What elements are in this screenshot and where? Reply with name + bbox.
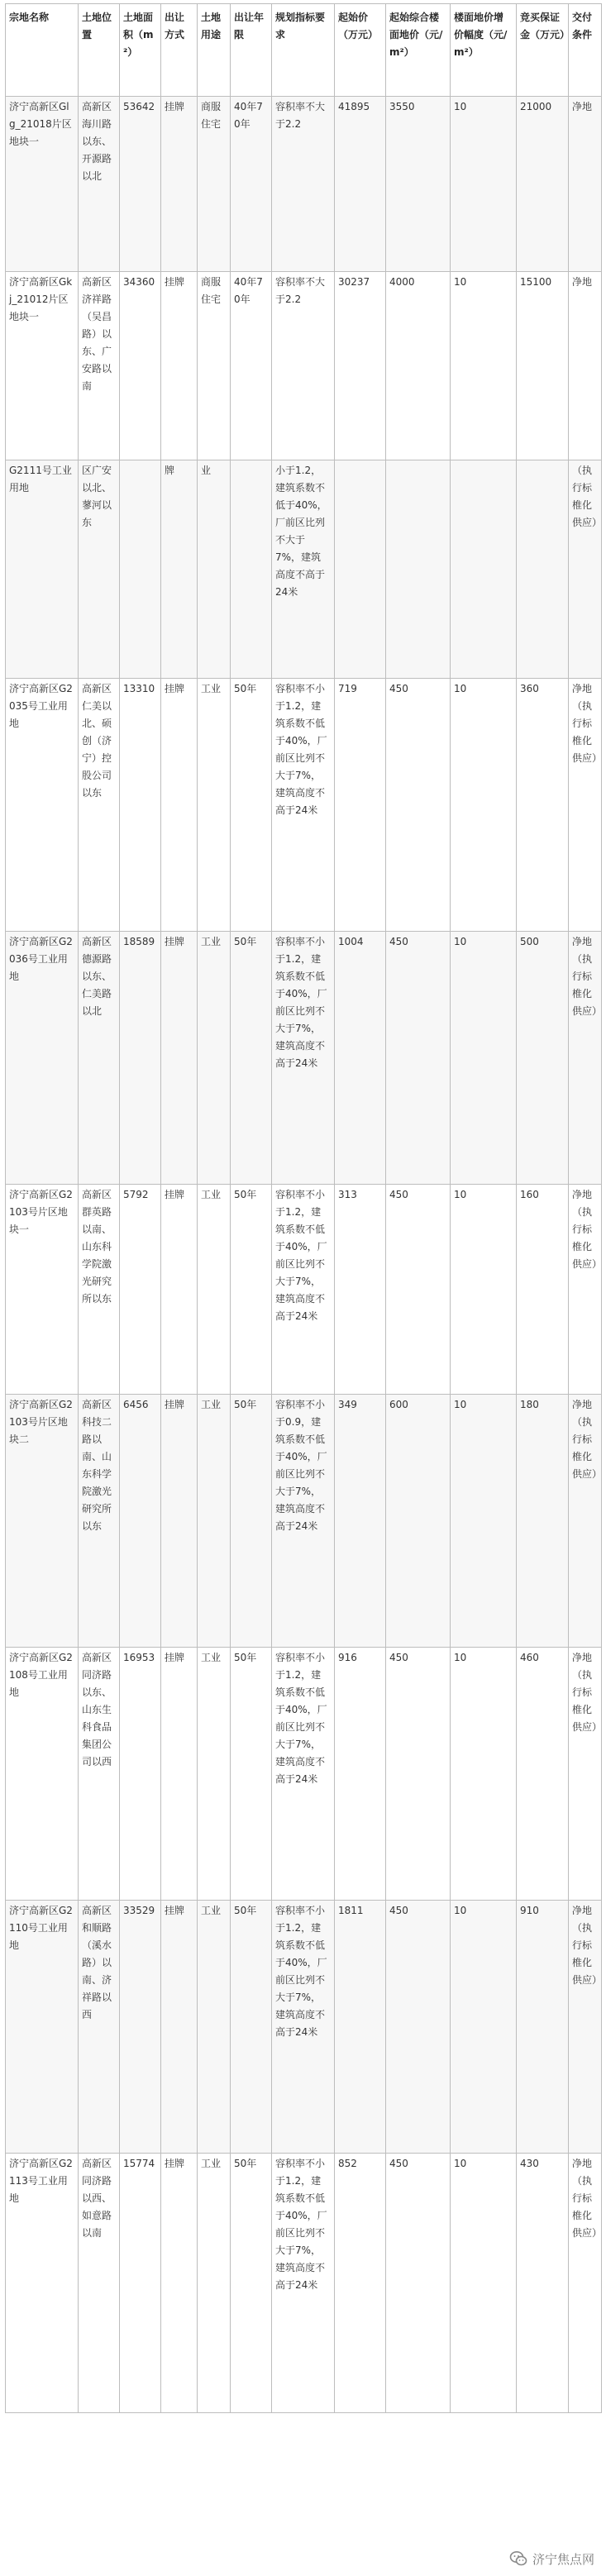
cell-name: 济宁高新区G2103号片区地块一 <box>6 1185 79 1395</box>
cell-plan: 容积率不大于2.2 <box>272 97 335 272</box>
cell-method: 挂牌 <box>161 97 198 272</box>
cell-location: 高新区和顺路（溪水路）以南、济祥路以西 <box>79 1901 120 2154</box>
column-header-area: 土地面积（m²） <box>120 4 161 97</box>
cell-price: 30237 <box>335 272 386 460</box>
cell-deposit: 15100 <box>517 272 569 460</box>
cell-name: 济宁高新区G2103号片区地块二 <box>6 1395 79 1648</box>
cell-location: 区广安以北、蓼河以东 <box>79 460 120 679</box>
cell-increment: 10 <box>451 1395 517 1648</box>
cell-method: 挂牌 <box>161 1185 198 1395</box>
cell-term <box>231 460 272 679</box>
cell-increment: 10 <box>451 272 517 460</box>
cell-method: 牌 <box>161 460 198 679</box>
cell-increment: 10 <box>451 2154 517 2413</box>
cell-location: 高新区济祥路（吴昌路）以东、广安路以南 <box>79 272 120 460</box>
cell-price: 719 <box>335 679 386 932</box>
cell-use: 商服住宅 <box>198 97 231 272</box>
cell-use: 工业 <box>198 1648 231 1901</box>
column-header-floor-price: 起始综合楼面地价（元/m²） <box>386 4 451 97</box>
table-row <box>6 460 602 679</box>
cell-use: 工业 <box>198 1185 231 1395</box>
cell-deposit: 160 <box>517 1185 569 1395</box>
cell-use: 工业 <box>198 2154 231 2413</box>
cell-method: 挂牌 <box>161 932 198 1185</box>
cell-area: 5792 <box>120 1185 161 1395</box>
column-header-plan: 规划指标要求 <box>272 4 335 97</box>
cell-price <box>335 460 386 679</box>
cell-plan: 容积率不大于2.2 <box>272 272 335 460</box>
cell-increment <box>451 460 517 679</box>
table-row <box>6 1648 602 1901</box>
cell-name: 济宁高新区Gkj_21012片区地块一 <box>6 272 79 460</box>
cell-location: 高新区仁美以北、硕创（济宁）控股公司以东 <box>79 679 120 932</box>
column-header-method: 出让方式 <box>161 4 198 97</box>
table-header-row <box>6 4 602 97</box>
cell-floor-price: 450 <box>386 1901 451 2154</box>
cell-increment: 10 <box>451 1648 517 1901</box>
cell-area: 13310 <box>120 679 161 932</box>
column-header-price: 起始价（万元） <box>335 4 386 97</box>
table-row <box>6 1185 602 1395</box>
cell-delivery: 净地 <box>569 272 602 460</box>
cell-term: 50年 <box>231 1901 272 2154</box>
table-row <box>6 272 602 460</box>
cell-floor-price: 450 <box>386 1185 451 1395</box>
cell-term: 50年 <box>231 679 272 932</box>
cell-price: 349 <box>335 1395 386 1648</box>
cell-use: 业 <box>198 460 231 679</box>
cell-increment: 10 <box>451 1185 517 1395</box>
column-header-deposit: 竞买保证金（万元） <box>517 4 569 97</box>
cell-method: 挂牌 <box>161 272 198 460</box>
cell-plan: 容积率不小于1.2，建筑系数不低于40%，厂前区比列不大于7%，建筑高度不高于24米 <box>272 1648 335 1901</box>
cell-use: 工业 <box>198 932 231 1185</box>
cell-area: 18589 <box>120 932 161 1185</box>
cell-deposit: 910 <box>517 1901 569 2154</box>
cell-price: 313 <box>335 1185 386 1395</box>
cell-delivery: 净地（执行标椎化供应） <box>569 1185 602 1395</box>
cell-area: 15774 <box>120 2154 161 2413</box>
cell-use: 工业 <box>198 1901 231 2154</box>
cell-method: 挂牌 <box>161 2154 198 2413</box>
cell-location: 高新区海川路以东、开源路以北 <box>79 97 120 272</box>
cell-use: 工业 <box>198 1395 231 1648</box>
table-row <box>6 1395 602 1648</box>
cell-price: 1811 <box>335 1901 386 2154</box>
cell-plan: 容积率不小于1.2，建筑系数不低于40%，厂前区比列不大于7%，建筑高度不高于24米 <box>272 2154 335 2413</box>
table-row <box>6 932 602 1185</box>
cell-price: 1004 <box>335 932 386 1185</box>
cell-delivery: 净地 <box>569 97 602 272</box>
cell-area: 53642 <box>120 97 161 272</box>
cell-floor-price: 450 <box>386 932 451 1185</box>
cell-term: 50年 <box>231 1395 272 1648</box>
cell-method: 挂牌 <box>161 1901 198 2154</box>
cell-name: 济宁高新区G2110号工业用地 <box>6 1901 79 2154</box>
column-header-delivery: 交付条件 <box>569 4 602 97</box>
cell-delivery: （执行标椎化供应） <box>569 460 602 679</box>
cell-plan: 容积率不小于0.9，建筑系数不低于40%，厂前区比列不大于7%，建筑高度不高于24米 <box>272 1395 335 1648</box>
cell-plan: 容积率不小于1.2，建筑系数不低于40%，厂前区比列不大于7%，建筑高度不高于24米 <box>272 1185 335 1395</box>
cell-area: 34360 <box>120 272 161 460</box>
cell-deposit: 500 <box>517 932 569 1185</box>
cell-deposit <box>517 460 569 679</box>
land-auction-table <box>5 3 602 2413</box>
cell-plan: 容积率不小于1.2，建筑系数不低于40%，厂前区比列不大于7%，建筑高度不高于24米 <box>272 932 335 1185</box>
cell-delivery: 净地（执行标椎化供应） <box>569 2154 602 2413</box>
cell-increment: 10 <box>451 679 517 932</box>
cell-name: G2111号工业用地 <box>6 460 79 679</box>
cell-location: 高新区同济路以西、如意路以南 <box>79 2154 120 2413</box>
cell-deposit: 430 <box>517 2154 569 2413</box>
cell-delivery: 净地（执行标椎化供应） <box>569 679 602 932</box>
cell-price: 916 <box>335 1648 386 1901</box>
cell-increment: 10 <box>451 932 517 1185</box>
cell-floor-price: 450 <box>386 2154 451 2413</box>
cell-name: 济宁高新区G2036号工业用地 <box>6 932 79 1185</box>
column-header-use: 土地用途 <box>198 4 231 97</box>
cell-term: 50年 <box>231 1648 272 1901</box>
cell-term: 40年70年 <box>231 97 272 272</box>
cell-term: 40年70年 <box>231 272 272 460</box>
cell-increment: 10 <box>451 97 517 272</box>
cell-location: 高新区科技二路以南、山东科学院激光研究所以东 <box>79 1395 120 1648</box>
cell-deposit: 460 <box>517 1648 569 1901</box>
cell-area: 16953 <box>120 1648 161 1901</box>
table-row <box>6 97 602 272</box>
table-row <box>6 1901 602 2154</box>
cell-plan: 容积率不小于1.2，建筑系数不低于40%，厂前区比列不大于7%，建筑高度不高于24米 <box>272 1901 335 2154</box>
cell-method: 挂牌 <box>161 1395 198 1648</box>
cell-area: 33529 <box>120 1901 161 2154</box>
cell-use: 工业 <box>198 679 231 932</box>
table-body <box>6 97 602 2413</box>
cell-delivery: 净地（执行标椎化供应） <box>569 1648 602 1901</box>
cell-floor-price: 4000 <box>386 272 451 460</box>
cell-name: 济宁高新区G2035号工业用地 <box>6 679 79 932</box>
cell-floor-price: 450 <box>386 1648 451 1901</box>
column-header-location: 土地位置 <box>79 4 120 97</box>
wechat-icon <box>509 2550 527 2568</box>
cell-floor-price: 600 <box>386 1395 451 1648</box>
cell-method: 挂牌 <box>161 679 198 932</box>
cell-delivery: 净地（执行标椎化供应） <box>569 1395 602 1648</box>
cell-price: 852 <box>335 2154 386 2413</box>
cell-name: 济宁高新区Glg_21018片区地块一 <box>6 97 79 272</box>
watermark-text: 济宁焦点网 <box>532 2551 594 2567</box>
cell-deposit: 21000 <box>517 97 569 272</box>
cell-floor-price <box>386 460 451 679</box>
cell-location: 高新区同济路以东、山东生科食品集团公司以西 <box>79 1648 120 1901</box>
cell-plan: 容积率不小于1.2，建筑系数不低于40%，厂前区比列不大于7%，建筑高度不高于24米 <box>272 679 335 932</box>
cell-area: 6456 <box>120 1395 161 1648</box>
cell-method: 挂牌 <box>161 1648 198 1901</box>
cell-term: 50年 <box>231 1185 272 1395</box>
cell-floor-price: 3550 <box>386 97 451 272</box>
cell-delivery: 净地（执行标椎化供应） <box>569 1901 602 2154</box>
cell-term: 50年 <box>231 2154 272 2413</box>
column-header-term: 出让年限 <box>231 4 272 97</box>
cell-delivery: 净地（执行标椎化供应） <box>569 932 602 1185</box>
watermark <box>509 2550 594 2568</box>
cell-location: 高新区德源路以东、仁美路以北 <box>79 932 120 1185</box>
table-row <box>6 679 602 932</box>
cell-plan: 小于1.2，建筑系数不低于40%，厂前区比列不大于7%，建筑高度不高于24米 <box>272 460 335 679</box>
column-header-name: 宗地名称 <box>6 4 79 97</box>
cell-name: 济宁高新区G2113号工业用地 <box>6 2154 79 2413</box>
table-row <box>6 2154 602 2413</box>
cell-use: 商服住宅 <box>198 272 231 460</box>
cell-location: 高新区群英路以南、山东科学院激光研究所以东 <box>79 1185 120 1395</box>
column-header-increment: 楼面地价增价幅度（元/m²） <box>451 4 517 97</box>
cell-floor-price: 450 <box>386 679 451 932</box>
cell-increment: 10 <box>451 1901 517 2154</box>
cell-area <box>120 460 161 679</box>
cell-price: 41895 <box>335 97 386 272</box>
cell-deposit: 360 <box>517 679 569 932</box>
cell-term: 50年 <box>231 932 272 1185</box>
cell-name: 济宁高新区G2108号工业用地 <box>6 1648 79 1901</box>
cell-deposit: 180 <box>517 1395 569 1648</box>
